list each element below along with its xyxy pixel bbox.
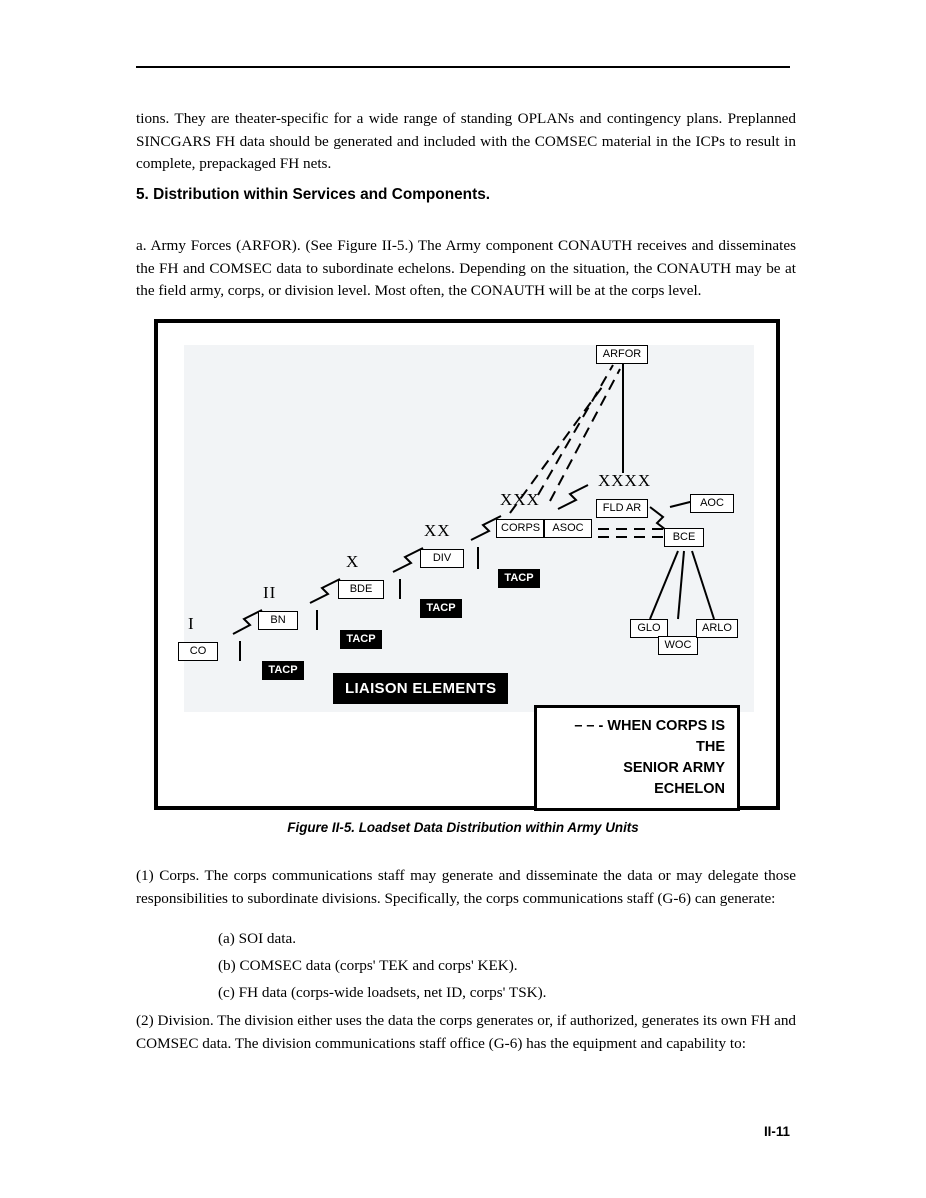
node-woc: WOC [658,636,698,655]
legend-line-2: SENIOR ARMY ECHELON [623,760,725,797]
node-bn: BN [258,611,298,630]
node-aoc: AOC [690,494,734,513]
node-asoc: ASOC [544,519,592,538]
figure-ii-5 [154,319,780,810]
echelon-co: I [188,614,195,633]
paragraph-1a: (a) SOI data. [218,930,297,947]
node-div: DIV [420,549,464,568]
liaison-elements-label: LIAISON ELEMENTS [333,673,508,704]
paragraph-1c: (c) FH data (corps-wide loadsets, net ID, corps' TSK). [218,984,547,1001]
node-tacp-div: TACP [420,599,462,618]
node-arfor: ARFOR [596,345,648,364]
paragraph-1b: (b) COMSEC data (corps' TEK and corps' KEK). [218,957,518,974]
node-bce: BCE [664,528,704,547]
node-tacp-corps: TACP [498,569,540,588]
node-glo: GLO [630,619,668,638]
echelon-bde: X [346,552,360,571]
legend-line-1: – – - WHEN CORPS IS THE [574,718,725,755]
page-number: II-11 [763,1124,790,1139]
echelon-corps: XXX [500,490,540,509]
node-fld-ar: FLD AR [596,499,648,518]
node-arlo: ARLO [696,619,738,638]
node-tacp-bn: TACP [262,661,304,680]
echelon-bn: II [263,583,277,602]
node-co: CO [178,642,218,661]
echelon-fld-army: XXXX [598,471,652,490]
header-rule [136,66,790,68]
node-bde: BDE [338,580,384,599]
section-heading-5: 5. Distribution within Services and Components. [136,186,491,203]
node-tacp-bde: TACP [340,630,382,649]
figure-legend [534,705,740,811]
node-corps: CORPS [496,519,544,538]
paragraph-a: a. Army Forces (ARFOR). (See Figure II-5.) The Army component CONAUTH receives and disseminates the FH and COMSEC data to subordinate echelons. Depending on the situation, the CONAUTH may be at the field army, corps, or division level. Most often, the CONAUTH will be at the corps level. [136,237,796,299]
paragraph-1-corps: (1) Corps. The corps communications staff may generate and disseminate the data or may delegate those responsibilities to subordinate divisions. Specifically, the corps communications staff (G-6) can generate: [136,867,796,907]
paragraph-intro: tions. They are theater-specific for a wide range of standing OPLANs and contingency plans. Preplanned SINCGARS FH data should be generated and included with the COMSEC material in the ICPs to result in complete, prepackaged FH nets. [136,110,796,172]
echelon-div: XX [424,521,451,540]
figure-caption: Figure II-5. Loadset Data Distribution within Army Units [287,820,639,835]
paragraph-2-division: (2) Division. The division either uses the data the corps generates or, if authorized, generates its own FH and COMSEC data. The division communications staff office (G-6) has the equipment and capability to: [136,1012,797,1052]
